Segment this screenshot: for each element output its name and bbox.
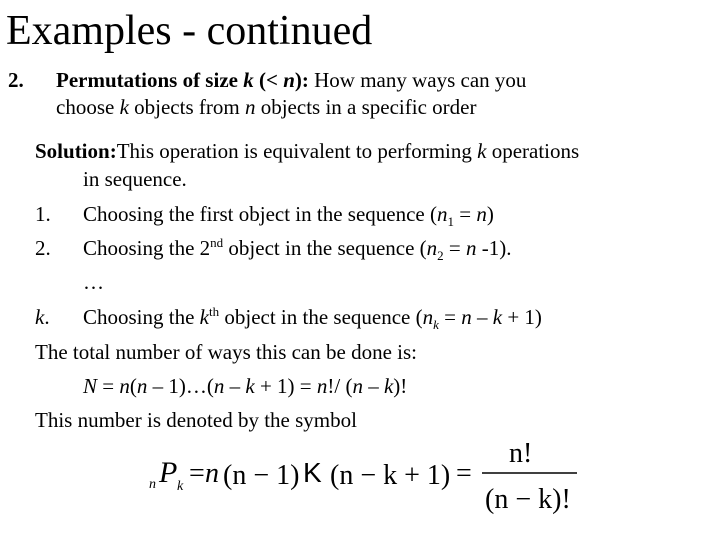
heading-bold-prefix: Permutations of size	[56, 68, 244, 92]
heading-line2-k: k	[119, 95, 129, 119]
eq-h: )!	[393, 374, 408, 398]
eq-k2: k	[383, 374, 394, 398]
formula-n: n	[205, 458, 219, 489]
stepk-num-dot: .	[44, 305, 50, 329]
stepk-number	[35, 307, 50, 328]
stepk-sup: th	[209, 304, 220, 319]
formula-paren2: (n − k + 1)	[330, 460, 451, 491]
heading-line2-a: choose	[56, 95, 120, 119]
stepk-sub: k	[433, 317, 439, 333]
step2-number: 2.	[35, 236, 51, 260]
stepk-b: object in the sequence (	[219, 305, 423, 329]
step2-eq: =	[443, 236, 467, 260]
stepk-k: k	[199, 305, 209, 329]
formula-pre-sub-n: n	[149, 477, 156, 492]
page-title: Examples - continued	[6, 8, 373, 54]
step1-sub: 1	[447, 214, 454, 230]
heading-bold-mid: (<	[253, 68, 284, 92]
item-heading-line1	[56, 70, 526, 91]
step2-sup: nd	[210, 235, 224, 250]
eq-f: !/ (	[327, 374, 353, 398]
permutation-formula	[147, 440, 587, 520]
formula-eq: =	[189, 458, 205, 489]
stepk-eq: =	[438, 305, 462, 329]
eq-k: k	[245, 374, 255, 398]
stepk-end: + 1)	[502, 305, 542, 329]
heading-line2-b: objects from	[128, 95, 245, 119]
eq-n5: n	[352, 374, 363, 398]
eq-n3: n	[213, 374, 225, 398]
step1-n2: n	[476, 202, 487, 226]
formula-eq2: =	[456, 458, 472, 489]
solution-label: Solution:	[35, 139, 117, 163]
stepk-text	[83, 304, 542, 333]
item-number: 2.	[8, 68, 24, 92]
solution-text-a: This operation is equivalent to performing	[116, 139, 478, 163]
heading-bold-end: ):	[294, 68, 309, 92]
stepk-n2: n	[461, 305, 472, 329]
step1-text	[83, 202, 494, 230]
eq-n4: n	[316, 374, 328, 398]
eq-a: =	[97, 374, 120, 398]
step2-a: Choosing the 2	[83, 236, 211, 260]
heading-line2-n: n	[244, 95, 256, 119]
step2-text	[83, 235, 512, 264]
stepk-k2: k	[492, 305, 503, 329]
step2-end: -1).	[476, 236, 512, 260]
heading-bold-k: k	[243, 68, 254, 92]
formula-k-sub: k	[177, 479, 184, 494]
symbol-line: This number is denoted by the symbol	[35, 408, 357, 432]
formula-numerator: n!	[509, 440, 533, 469]
stepk-n: n	[422, 305, 434, 329]
item-heading-line2	[56, 97, 476, 118]
eq-n2: n	[136, 374, 148, 398]
eq-e: + 1) =	[254, 374, 317, 398]
stepk-minus: –	[471, 305, 493, 329]
formula-ellipsis-K: K	[303, 457, 322, 488]
formula-P: P	[159, 456, 178, 489]
step2-n2: n	[466, 236, 477, 260]
step2-b: object in the sequence (	[223, 236, 427, 260]
eq-N: N	[83, 374, 98, 398]
total-line: The total number of ways this can be done is:	[35, 340, 417, 364]
step2-n: n	[426, 236, 438, 260]
eq-d: –	[224, 374, 246, 398]
step1-n: n	[437, 202, 448, 226]
eq-c: – 1)…(	[147, 374, 214, 398]
heading-rest: How many ways can you	[308, 68, 527, 92]
heading-line2-c: objects in a specific order	[255, 95, 477, 119]
stepk-num-k: k	[35, 305, 45, 329]
solution-line1	[35, 141, 579, 162]
solution-line2: in sequence.	[83, 167, 187, 191]
step1-eq: =	[454, 202, 477, 226]
eq-g: –	[362, 374, 384, 398]
eq-b: (	[129, 374, 137, 398]
eq-n1: n	[119, 374, 130, 398]
step1-end: )	[486, 202, 494, 226]
step1-a: Choosing the first object in the sequence (	[83, 202, 437, 226]
solution-text-b: operations	[486, 139, 580, 163]
equation-line	[83, 376, 407, 397]
stepk-a: Choosing the	[83, 305, 200, 329]
step1-number: 1.	[35, 202, 51, 226]
step2-sub: 2	[437, 248, 444, 264]
solution-text-k: k	[477, 139, 487, 163]
heading-bold-n: n	[283, 68, 295, 92]
formula-denominator: (n − k)!	[485, 484, 571, 515]
steps-ellipsis: …	[83, 270, 104, 294]
formula-paren1: (n − 1)	[223, 460, 300, 491]
